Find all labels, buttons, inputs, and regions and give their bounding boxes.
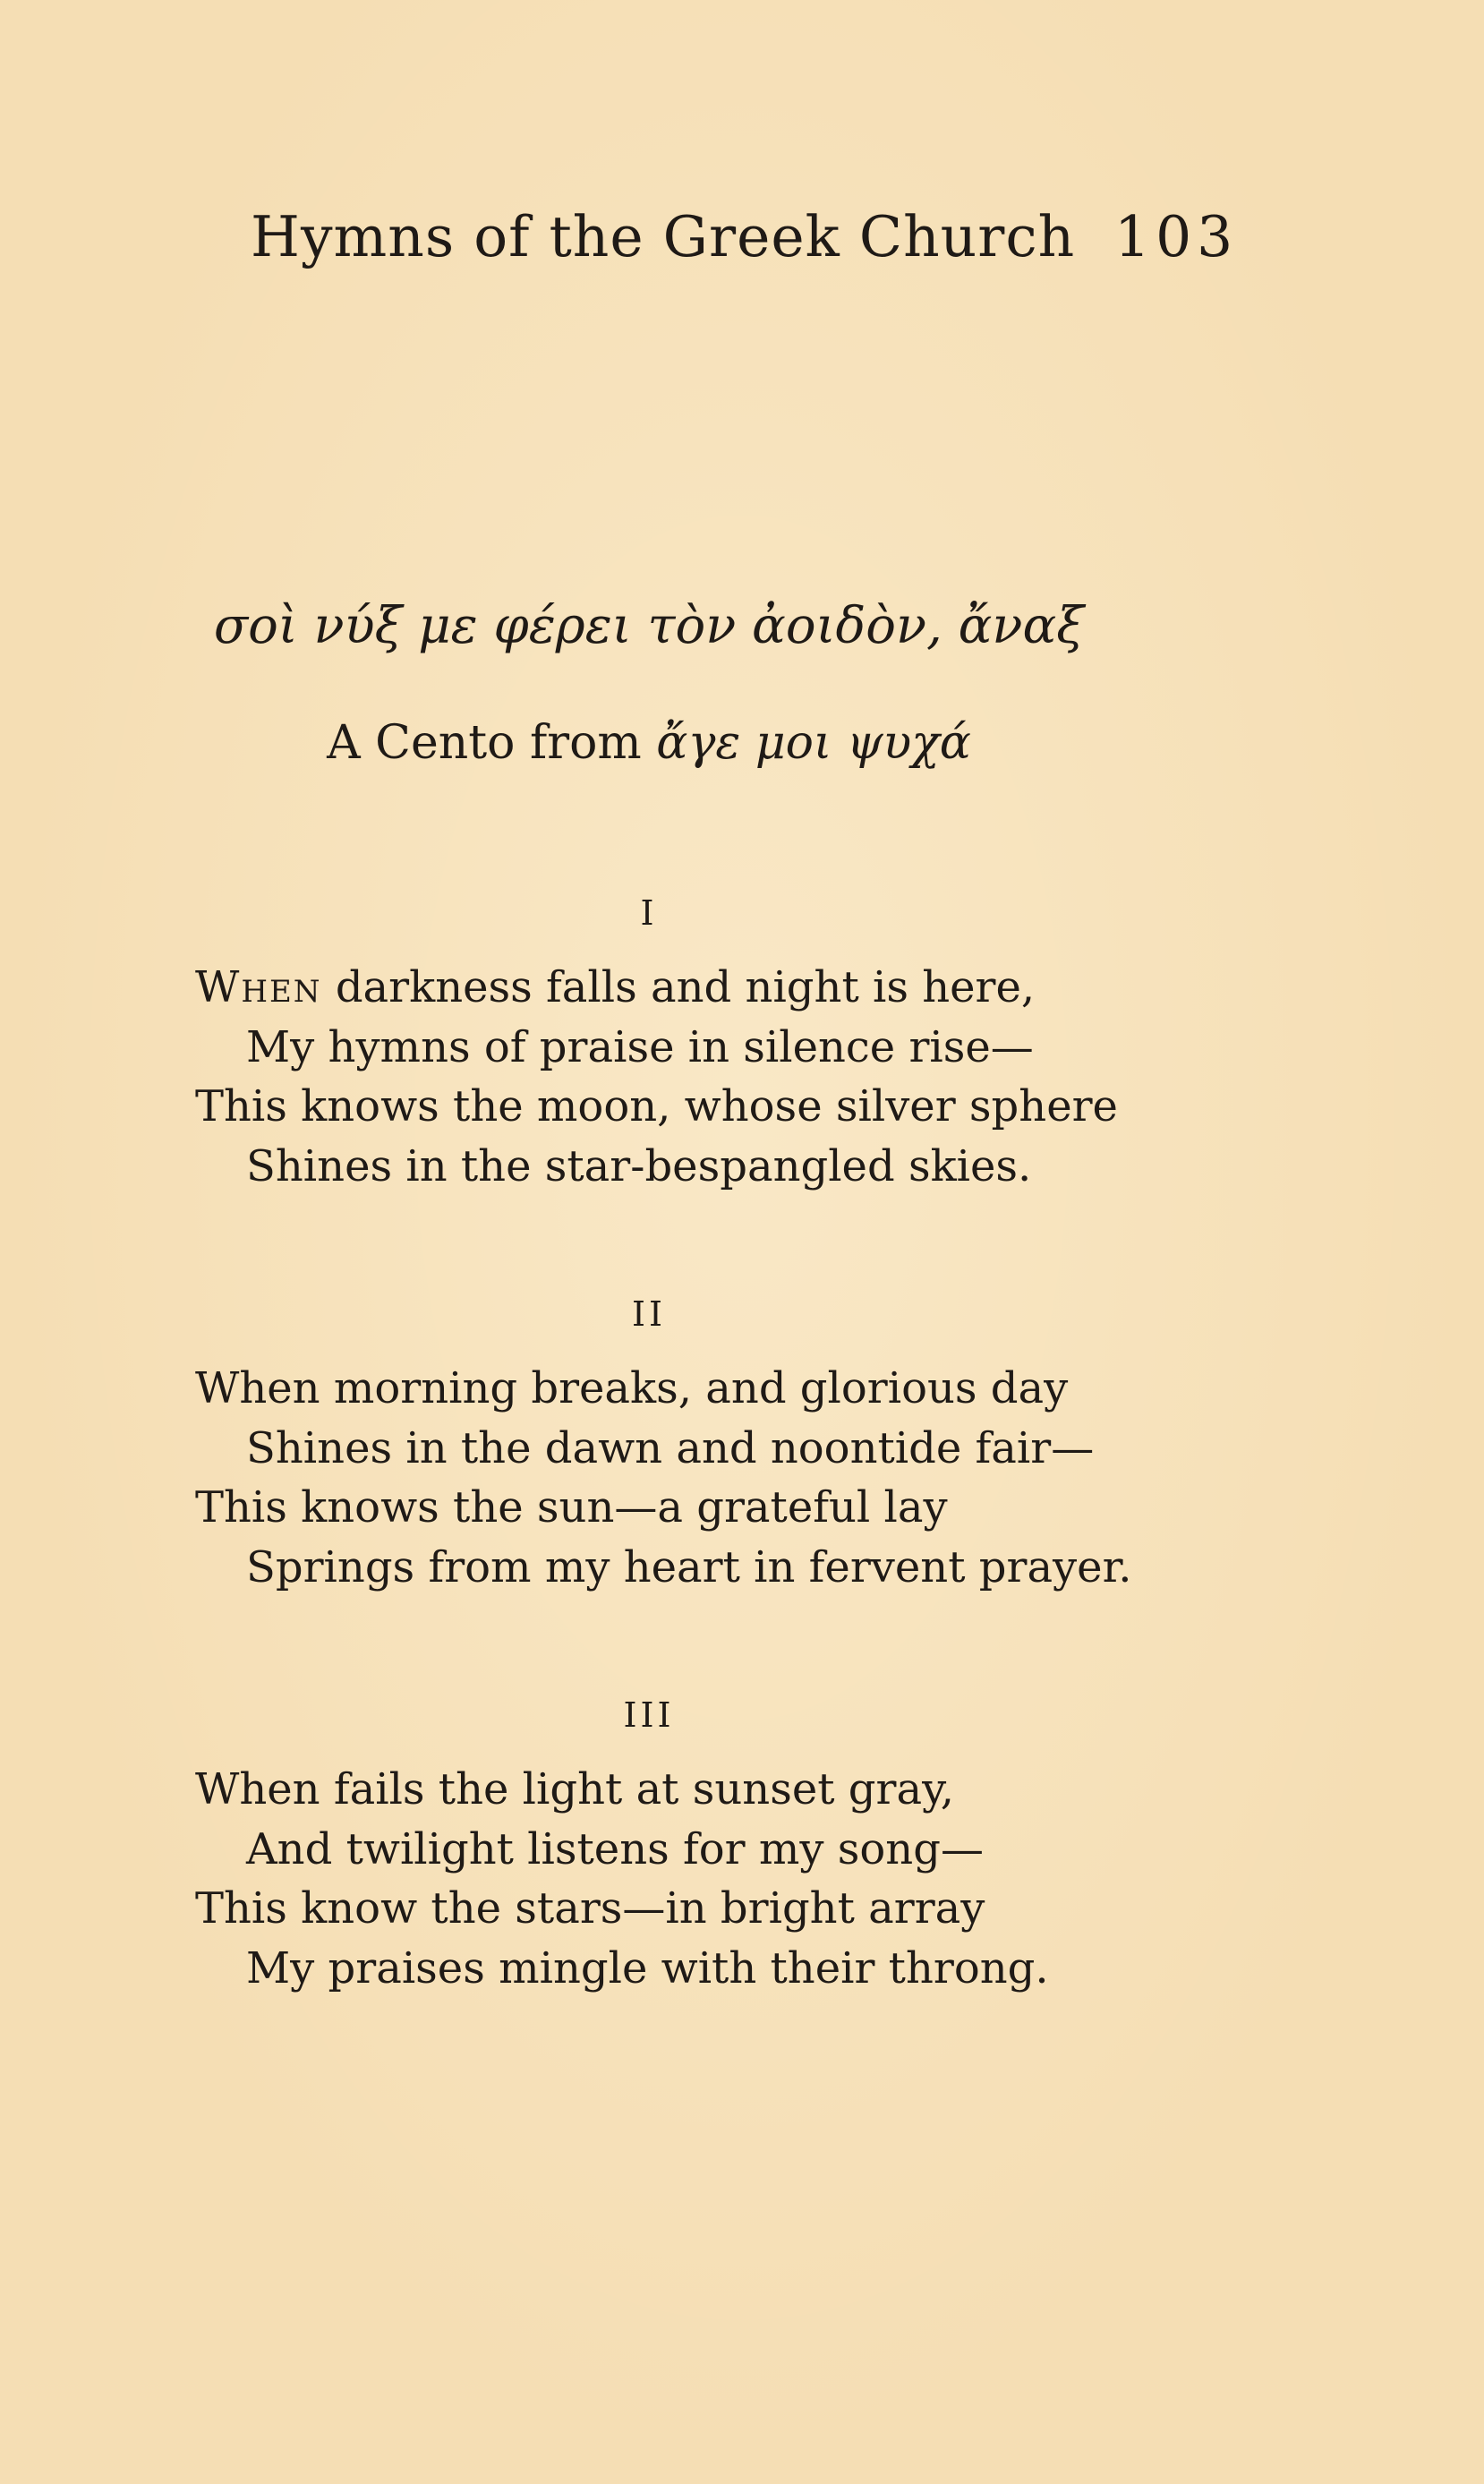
stanza-number: I [640, 893, 658, 933]
hymn-subtitle [0, 707, 1298, 779]
stanza-number: III [623, 1695, 675, 1735]
verse-line: Shines in the star-bespangled skies. [246, 1140, 1032, 1191]
running-title: Hymns of the Greek Church [251, 204, 1076, 269]
verse-line: And twilight listens for my song— [246, 1823, 984, 1874]
stanza [195, 958, 1180, 1196]
verse-line-rest: darkness falls and night is here, [321, 962, 1036, 1012]
verse-line: When morning breaks, and glorious day [195, 1363, 1069, 1413]
verse-line: Springs from my heart in fervent prayer. [246, 1541, 1132, 1592]
stanza-first-word: When [195, 962, 322, 1012]
stanza-number: II [631, 1294, 667, 1334]
page-number: 103 [1114, 204, 1239, 269]
running-head [0, 197, 1484, 277]
stanza [195, 1359, 1180, 1597]
verse-line: This know the stars—in bright array [195, 1883, 985, 1933]
verse-line: Shines in the dawn and noontide fair— [246, 1422, 1095, 1473]
subtitle-greek: ἄγε μοι ψυχά [656, 716, 971, 770]
subtitle-prefix: A Cento from [327, 716, 642, 770]
verse-line: My praises mingle with their throng. [246, 1942, 1049, 1993]
hymn-greek-title: σοὶ νύξ με φέρει τὸν ἀοιδὸν, ἄναξ [213, 597, 1085, 655]
stanza [195, 1760, 1180, 1998]
verse-line: This knows the sun—a grateful lay [195, 1482, 948, 1532]
verse-line: This knows the moon, whose silver sphere [195, 1081, 1118, 1131]
verse-line: My hymns of praise in silence rise— [246, 1021, 1034, 1072]
verse-line: When fails the light at sunset gray, [195, 1764, 955, 1814]
verse-line [195, 958, 1180, 1018]
